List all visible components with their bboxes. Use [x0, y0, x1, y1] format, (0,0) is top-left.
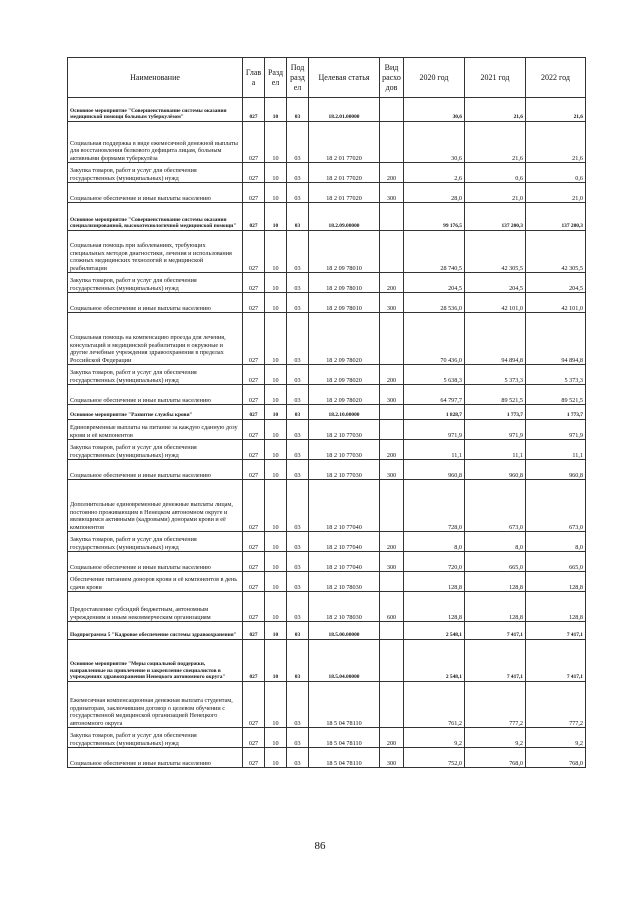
row-2021-cell: 8,0 [465, 532, 526, 552]
row-target-article-cell: 18 2 09 78020 [309, 313, 380, 365]
row-section-cell: 10 [265, 748, 287, 768]
row-subsection-cell: 03 [287, 98, 309, 122]
row-2021-cell: 1 773,7 [465, 405, 526, 420]
row-2022-cell: 1 773,7 [526, 405, 586, 420]
row-name-cell: Социальное обеспечение и иные выплаты населению [68, 460, 243, 480]
row-section-cell: 10 [265, 231, 287, 273]
table-row [68, 622, 586, 640]
row-2020-cell: 2 548,1 [404, 640, 465, 682]
row-target-article-cell: 18 2 10 77040 [309, 480, 380, 532]
row-target-article-cell: 18 2 09 78020 [309, 365, 380, 385]
row-section-cell: 10 [265, 183, 287, 203]
row-expense-type-cell: 200 [380, 365, 404, 385]
row-2022-cell: 777,2 [526, 682, 586, 728]
table-row [68, 552, 586, 572]
row-2020-cell: 728,0 [404, 480, 465, 532]
row-target-article-cell: 18 2 09 78020 [309, 385, 380, 405]
header-name: Наименование [68, 58, 243, 98]
row-2021-cell: 7 417,1 [465, 622, 526, 640]
header-year-2021: 2021 год [465, 58, 526, 98]
row-2020-cell: 761,2 [404, 682, 465, 728]
row-name-cell: Обеспечение питанием доноров крови и её компонентов в день сдачи крови [68, 572, 243, 592]
row-name-cell: Закупка товаров, работ и услуг для обеспечения государственных (муниципальных) нужд [68, 440, 243, 460]
row-chapter-cell: 027 [243, 420, 265, 440]
row-target-article-cell: 18.2.09.00000 [309, 203, 380, 231]
row-subsection-cell: 03 [287, 385, 309, 405]
row-2022-cell: 21,6 [526, 122, 586, 163]
row-subsection-cell: 03 [287, 273, 309, 293]
row-subsection-cell: 03 [287, 622, 309, 640]
row-target-article-cell: 18 2 09 78010 [309, 293, 380, 313]
row-2021-cell: 94 894,8 [465, 313, 526, 365]
table-row [68, 440, 586, 460]
row-expense-type-cell: 200 [380, 440, 404, 460]
row-name-cell: Социальная поддержка в виде ежемесячной денежной выплаты для восстановления белкового дефицита лицам, больным активными формами туберкулёза [68, 122, 243, 163]
row-section-cell: 10 [265, 313, 287, 365]
row-subsection-cell: 03 [287, 552, 309, 572]
row-2020-cell: 1 828,7 [404, 405, 465, 420]
row-2020-cell: 8,0 [404, 532, 465, 552]
row-subsection-cell: 03 [287, 682, 309, 728]
row-target-article-cell: 18.5.00.00000 [309, 622, 380, 640]
row-subsection-cell: 03 [287, 532, 309, 552]
row-2021-cell: 0,6 [465, 163, 526, 183]
row-chapter-cell: 027 [243, 183, 265, 203]
table-row [68, 313, 586, 365]
row-chapter-cell: 027 [243, 622, 265, 640]
row-2022-cell: 673,0 [526, 480, 586, 532]
row-2020-cell: 2 548,1 [404, 622, 465, 640]
table-header-row [68, 58, 586, 98]
row-2020-cell: 2,6 [404, 163, 465, 183]
row-2021-cell: 21,0 [465, 183, 526, 203]
row-expense-type-cell: 200 [380, 273, 404, 293]
row-name-cell: Закупка товаров, работ и услуг для обеспечения государственных (муниципальных) нужд [68, 163, 243, 183]
row-target-article-cell: 18 2 01 77020 [309, 122, 380, 163]
row-name-cell: Закупка товаров, работ и услуг для обеспечения государственных (муниципальных) нужд [68, 273, 243, 293]
row-section-cell: 10 [265, 203, 287, 231]
row-expense-type-cell: 300 [380, 293, 404, 313]
row-expense-type-cell: 300 [380, 183, 404, 203]
row-section-cell: 10 [265, 163, 287, 183]
row-name-cell: Социальное обеспечение и иные выплаты населению [68, 293, 243, 313]
row-name-cell: Дополнительные единовременные денежные выплаты лицам, постоянно проживающим в Ненецком автономном округе и являющимся активными (кадровыми) донорами крови и её компонентов [68, 480, 243, 532]
table-row [68, 480, 586, 532]
row-expense-type-cell [380, 313, 404, 365]
row-section-cell: 10 [265, 622, 287, 640]
row-2022-cell: 9,2 [526, 728, 586, 748]
row-subsection-cell: 03 [287, 405, 309, 420]
row-name-cell: Социальное обеспечение и иные выплаты населению [68, 552, 243, 572]
row-2022-cell: 7 417,1 [526, 622, 586, 640]
row-target-article-cell: 18 2 10 78030 [309, 592, 380, 622]
table-row [68, 405, 586, 420]
row-chapter-cell: 027 [243, 682, 265, 728]
row-chapter-cell: 027 [243, 273, 265, 293]
row-section-cell: 10 [265, 122, 287, 163]
row-2022-cell: 128,8 [526, 572, 586, 592]
row-chapter-cell: 027 [243, 293, 265, 313]
row-chapter-cell: 027 [243, 440, 265, 460]
row-chapter-cell: 027 [243, 98, 265, 122]
row-chapter-cell: 027 [243, 460, 265, 480]
row-subsection-cell: 03 [287, 728, 309, 748]
row-target-article-cell: 18 2 09 78010 [309, 231, 380, 273]
table-row [68, 532, 586, 552]
row-2020-cell: 204,5 [404, 273, 465, 293]
row-2022-cell: 89 521,5 [526, 385, 586, 405]
row-2020-cell: 5 638,3 [404, 365, 465, 385]
row-section-cell: 10 [265, 385, 287, 405]
row-target-article-cell: 18 2 01 77020 [309, 183, 380, 203]
row-name-cell: Социальное обеспечение и иные выплаты населению [68, 183, 243, 203]
header-year-2020: 2020 год [404, 58, 465, 98]
table-row [68, 728, 586, 748]
row-section-cell: 10 [265, 365, 287, 385]
row-chapter-cell: 027 [243, 313, 265, 365]
header-section: Раздел [265, 58, 287, 98]
row-name-cell: Основное мероприятие "Меры социальной поддержки, направленные на привлечение и закрепление специалистов в учреждениях здравоохранения Ненецкого автономного округа" [68, 640, 243, 682]
row-subsection-cell: 03 [287, 122, 309, 163]
row-section-cell: 10 [265, 273, 287, 293]
row-subsection-cell: 03 [287, 592, 309, 622]
row-section-cell: 10 [265, 440, 287, 460]
row-target-article-cell: 18.2.10.00000 [309, 405, 380, 420]
row-expense-type-cell [380, 122, 404, 163]
row-2021-cell: 665,0 [465, 552, 526, 572]
row-2020-cell: 70 436,0 [404, 313, 465, 365]
header-chapter: Глава [243, 58, 265, 98]
row-target-article-cell: 18 2 09 78010 [309, 273, 380, 293]
row-subsection-cell: 03 [287, 293, 309, 313]
row-expense-type-cell [380, 622, 404, 640]
row-2020-cell: 128,8 [404, 592, 465, 622]
row-section-cell: 10 [265, 405, 287, 420]
row-name-cell: Закупка товаров, работ и услуг для обеспечения государственных (муниципальных) нужд [68, 728, 243, 748]
row-expense-type-cell [380, 480, 404, 532]
table-row [68, 183, 586, 203]
row-target-article-cell: 18 5 04 78110 [309, 728, 380, 748]
row-2022-cell: 21,0 [526, 183, 586, 203]
row-2021-cell: 9,2 [465, 728, 526, 748]
row-expense-type-cell [380, 572, 404, 592]
row-name-cell: Ежемесячная компенсационная денежная выплата студентам, ординаторам, заключившим договор о целевом обучении с государственной медицинской организацией Ненецкого автономного округа [68, 682, 243, 728]
table-row [68, 231, 586, 273]
table-row [68, 163, 586, 183]
row-2020-cell: 99 176,5 [404, 203, 465, 231]
row-target-article-cell: 18 5 04 78110 [309, 748, 380, 768]
table-row [68, 460, 586, 480]
header-target-article: Целевая статья [309, 58, 380, 98]
row-expense-type-cell [380, 640, 404, 682]
row-section-cell: 10 [265, 98, 287, 122]
row-section-cell: 10 [265, 532, 287, 552]
row-expense-type-cell: 300 [380, 385, 404, 405]
row-section-cell: 10 [265, 682, 287, 728]
row-expense-type-cell [380, 420, 404, 440]
row-target-article-cell: 18 2 10 77030 [309, 440, 380, 460]
table-row [68, 748, 586, 768]
row-section-cell: 10 [265, 460, 287, 480]
page-number: 86 [314, 840, 326, 852]
row-2022-cell: 94 894,8 [526, 313, 586, 365]
row-chapter-cell: 027 [243, 728, 265, 748]
row-2021-cell: 21,6 [465, 122, 526, 163]
row-2022-cell: 42 305,5 [526, 231, 586, 273]
row-chapter-cell: 027 [243, 365, 265, 385]
row-2021-cell: 204,5 [465, 273, 526, 293]
row-2020-cell: 11,1 [404, 440, 465, 460]
row-section-cell: 10 [265, 728, 287, 748]
row-name-cell: Предоставление субсидий бюджетным, автономным учреждениям и иным некоммерческим организациям [68, 592, 243, 622]
table-row [68, 122, 586, 163]
table-row [68, 365, 586, 385]
budget-table [67, 57, 586, 768]
table-row [68, 592, 586, 622]
budget-table-container [67, 57, 585, 768]
row-subsection-cell: 03 [287, 231, 309, 273]
row-chapter-cell: 027 [243, 405, 265, 420]
row-expense-type-cell: 300 [380, 460, 404, 480]
row-subsection-cell: 03 [287, 572, 309, 592]
row-2022-cell: 21,6 [526, 98, 586, 122]
row-chapter-cell: 027 [243, 203, 265, 231]
row-name-cell: Социальная помощь при заболеваниях, требующих специальных методов диагностики, лечения и использования сложных медицинских технологий и медицинской реабилитации [68, 231, 243, 273]
row-target-article-cell: 18 2 10 77040 [309, 532, 380, 552]
row-name-cell: Закупка товаров, работ и услуг для обеспечения государственных (муниципальных) нужд [68, 532, 243, 552]
row-section-cell: 10 [265, 572, 287, 592]
row-name-cell: Социальное обеспечение и иные выплаты населению [68, 748, 243, 768]
row-2021-cell: 7 417,1 [465, 640, 526, 682]
row-2021-cell: 971,9 [465, 420, 526, 440]
row-2021-cell: 42 101,0 [465, 293, 526, 313]
row-expense-type-cell [380, 682, 404, 728]
row-section-cell: 10 [265, 640, 287, 682]
row-subsection-cell: 03 [287, 748, 309, 768]
row-2020-cell: 30,6 [404, 122, 465, 163]
row-chapter-cell: 027 [243, 480, 265, 532]
row-2020-cell: 28 536,0 [404, 293, 465, 313]
table-row [68, 682, 586, 728]
row-2022-cell: 42 101,0 [526, 293, 586, 313]
table-body [68, 98, 586, 768]
table-row [68, 203, 586, 231]
row-expense-type-cell [380, 231, 404, 273]
row-2021-cell: 768,0 [465, 748, 526, 768]
table-row [68, 385, 586, 405]
row-subsection-cell: 03 [287, 365, 309, 385]
row-2021-cell: 5 373,3 [465, 365, 526, 385]
row-name-cell: Подпрограмма 5 "Кадровое обеспечение системы здравоохранения" [68, 622, 243, 640]
row-chapter-cell: 027 [243, 532, 265, 552]
row-2021-cell: 42 305,5 [465, 231, 526, 273]
row-expense-type-cell: 200 [380, 728, 404, 748]
row-name-cell: Основное мероприятие "Развитие службы крови" [68, 405, 243, 420]
row-name-cell: Основное мероприятие "Совершенствование системы оказания медицинской помощи больным туберкулёзом" [68, 98, 243, 122]
row-subsection-cell: 03 [287, 460, 309, 480]
row-chapter-cell: 027 [243, 122, 265, 163]
row-target-article-cell: 18 2 10 77030 [309, 460, 380, 480]
row-subsection-cell: 03 [287, 480, 309, 532]
row-2020-cell: 28,0 [404, 183, 465, 203]
row-name-cell: Единовременные выплаты на питание за каждую сданную дозу крови и её компонентов [68, 420, 243, 440]
row-name-cell: Социальная помощь на компенсацию проезда для лечения, консультаций и медицинской реабилитации в окружные и другие лечебные учреждения здравоохранения в пределах Российской Федерации [68, 313, 243, 365]
table-row [68, 98, 586, 122]
row-2020-cell: 128,8 [404, 572, 465, 592]
header-subsection: Подраздел [287, 58, 309, 98]
row-2022-cell: 768,0 [526, 748, 586, 768]
table-row [68, 572, 586, 592]
row-expense-type-cell [380, 405, 404, 420]
table-row [68, 420, 586, 440]
row-2022-cell: 11,1 [526, 440, 586, 460]
row-2021-cell: 137 200,3 [465, 203, 526, 231]
row-2020-cell: 720,0 [404, 552, 465, 572]
row-section-cell: 10 [265, 420, 287, 440]
row-subsection-cell: 03 [287, 313, 309, 365]
row-chapter-cell: 027 [243, 231, 265, 273]
row-target-article-cell: 18 2 10 77030 [309, 420, 380, 440]
table-row [68, 293, 586, 313]
row-expense-type-cell [380, 203, 404, 231]
row-chapter-cell: 027 [243, 640, 265, 682]
row-2021-cell: 960,8 [465, 460, 526, 480]
row-2021-cell: 128,8 [465, 592, 526, 622]
row-chapter-cell: 027 [243, 572, 265, 592]
row-2020-cell: 752,0 [404, 748, 465, 768]
row-expense-type-cell: 200 [380, 532, 404, 552]
row-expense-type-cell: 200 [380, 163, 404, 183]
row-2022-cell: 128,8 [526, 592, 586, 622]
row-2022-cell: 137 200,3 [526, 203, 586, 231]
row-subsection-cell: 03 [287, 420, 309, 440]
row-chapter-cell: 027 [243, 385, 265, 405]
row-subsection-cell: 03 [287, 183, 309, 203]
row-2021-cell: 777,2 [465, 682, 526, 728]
row-chapter-cell: 027 [243, 163, 265, 183]
row-chapter-cell: 027 [243, 592, 265, 622]
row-section-cell: 10 [265, 293, 287, 313]
row-target-article-cell: 18 5 04 78110 [309, 682, 380, 728]
row-2021-cell: 89 521,5 [465, 385, 526, 405]
row-target-article-cell: 18 2 10 77040 [309, 552, 380, 572]
row-subsection-cell: 03 [287, 440, 309, 460]
row-name-cell: Закупка товаров, работ и услуг для обеспечения государственных (муниципальных) нужд [68, 365, 243, 385]
row-2020-cell: 28 740,5 [404, 231, 465, 273]
row-2022-cell: 665,0 [526, 552, 586, 572]
header-expense-type: Вид расходов [380, 58, 404, 98]
row-2022-cell: 8,0 [526, 532, 586, 552]
row-subsection-cell: 03 [287, 203, 309, 231]
row-2021-cell: 11,1 [465, 440, 526, 460]
row-2022-cell: 0,6 [526, 163, 586, 183]
row-section-cell: 10 [265, 592, 287, 622]
row-2022-cell: 204,5 [526, 273, 586, 293]
row-target-article-cell: 18 2 10 78030 [309, 572, 380, 592]
row-expense-type-cell: 300 [380, 748, 404, 768]
row-2020-cell: 9,2 [404, 728, 465, 748]
row-target-article-cell: 18 2 01 77020 [309, 163, 380, 183]
row-2020-cell: 971,9 [404, 420, 465, 440]
table-row [68, 273, 586, 293]
row-subsection-cell: 03 [287, 640, 309, 682]
row-expense-type-cell [380, 98, 404, 122]
row-expense-type-cell: 600 [380, 592, 404, 622]
row-2020-cell: 30,6 [404, 98, 465, 122]
table-row [68, 640, 586, 682]
row-target-article-cell: 18.2.01.00000 [309, 98, 380, 122]
row-2020-cell: 960,8 [404, 460, 465, 480]
row-section-cell: 10 [265, 480, 287, 532]
row-2021-cell: 21,6 [465, 98, 526, 122]
row-2022-cell: 971,9 [526, 420, 586, 440]
row-2022-cell: 960,8 [526, 460, 586, 480]
row-name-cell: Основное мероприятие "Совершенствование системы оказания специализированной, высокотехнологичной медицинской помощи" [68, 203, 243, 231]
row-2021-cell: 673,0 [465, 480, 526, 532]
row-subsection-cell: 03 [287, 163, 309, 183]
row-target-article-cell: 18.5.04.00000 [309, 640, 380, 682]
row-name-cell: Социальное обеспечение и иные выплаты населению [68, 385, 243, 405]
row-chapter-cell: 027 [243, 552, 265, 572]
row-2022-cell: 5 373,3 [526, 365, 586, 385]
row-2020-cell: 64 797,7 [404, 385, 465, 405]
row-2022-cell: 7 417,1 [526, 640, 586, 682]
row-2021-cell: 128,8 [465, 572, 526, 592]
header-year-2022: 2022 год [526, 58, 586, 98]
row-section-cell: 10 [265, 552, 287, 572]
row-chapter-cell: 027 [243, 748, 265, 768]
row-expense-type-cell: 300 [380, 552, 404, 572]
